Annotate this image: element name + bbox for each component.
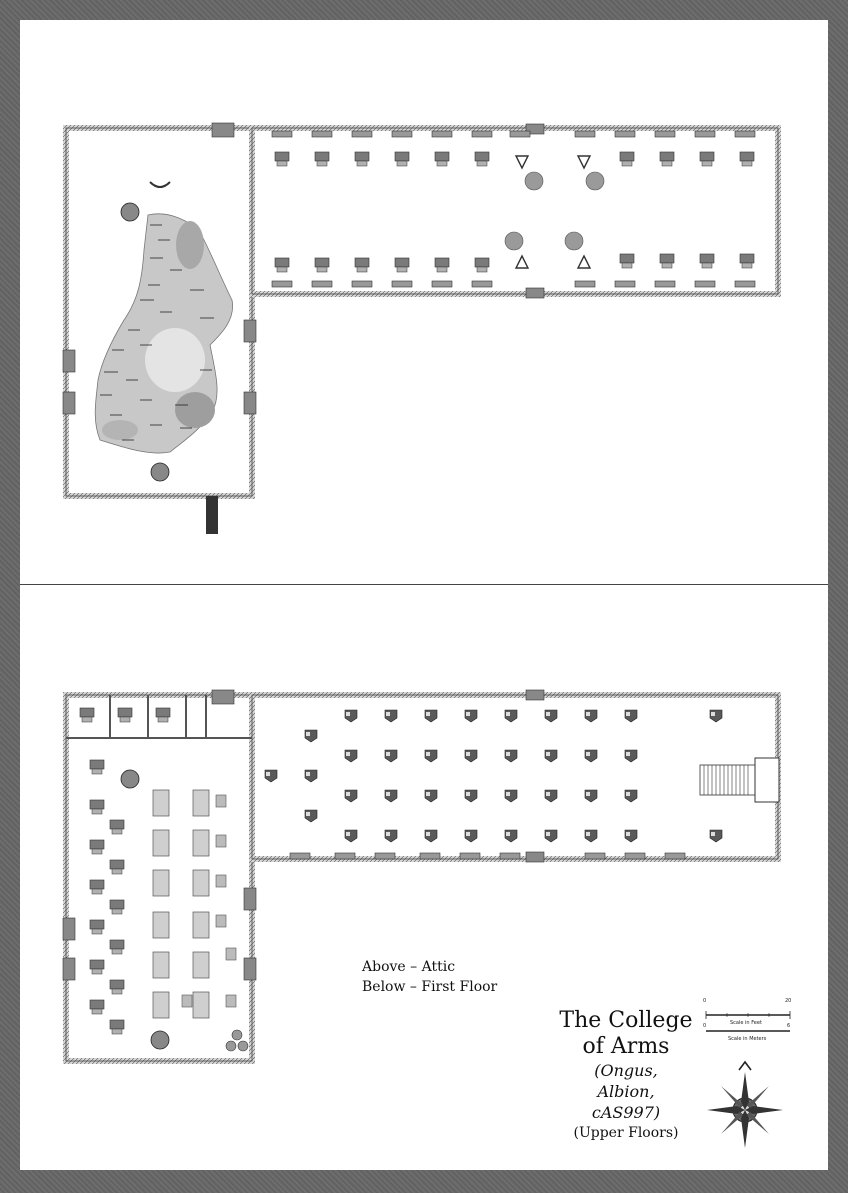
attic-bottom-windows bbox=[272, 281, 755, 287]
scale-meters-label: Scale in Meters bbox=[728, 1036, 767, 1042]
attic-easels bbox=[516, 156, 590, 268]
first-floor-plan bbox=[63, 690, 779, 1061]
reading-tables bbox=[153, 790, 209, 1018]
attic-round-tables bbox=[505, 172, 604, 250]
attic-floor-plan bbox=[63, 123, 778, 534]
map-title-block bbox=[556, 1008, 696, 1143]
chimney bbox=[206, 496, 218, 534]
floor-legend bbox=[362, 957, 497, 997]
first-floor-west-chairs bbox=[90, 760, 124, 1034]
attic-bottom-desks bbox=[275, 254, 754, 272]
arch-ornament bbox=[150, 182, 170, 187]
first-floor-spiral-stair-south bbox=[151, 1031, 169, 1049]
scale-meters-start: 0 bbox=[703, 1023, 707, 1029]
storage-barrels bbox=[226, 1030, 248, 1051]
scale-feet-start: 0 bbox=[703, 998, 707, 1004]
legend-above: Above – Attic bbox=[362, 959, 456, 975]
legend-below: Below – First Floor bbox=[362, 979, 498, 995]
attic-top-windows bbox=[272, 131, 755, 137]
scale-feet-label: Scale in Feet bbox=[730, 1020, 762, 1026]
title-line-2: of Arms bbox=[582, 1034, 670, 1059]
albion-wall-map bbox=[95, 214, 232, 453]
scale-feet-end: 20 bbox=[785, 998, 792, 1004]
attic-east-wing-wall bbox=[252, 128, 778, 294]
subtitle-line-3: cAS997) bbox=[591, 1103, 661, 1122]
floors-caption: (Upper Floors) bbox=[573, 1125, 679, 1141]
spiral-stair-north bbox=[121, 203, 139, 221]
cubicle-desks bbox=[80, 708, 170, 722]
first-floor-spiral-stair-north bbox=[121, 770, 139, 788]
compass-rose-icon bbox=[707, 1062, 783, 1148]
main-staircase bbox=[700, 758, 779, 802]
title-line-1: The College bbox=[559, 1008, 693, 1033]
spiral-stair-south bbox=[151, 463, 169, 481]
heraldic-banners bbox=[265, 710, 722, 842]
subtitle-line-2: Albion, bbox=[597, 1082, 655, 1101]
scale-meters-end: 6 bbox=[787, 1023, 791, 1029]
subtitle-line-1: (Ongus, bbox=[594, 1061, 658, 1080]
attic-top-desks bbox=[275, 152, 754, 166]
